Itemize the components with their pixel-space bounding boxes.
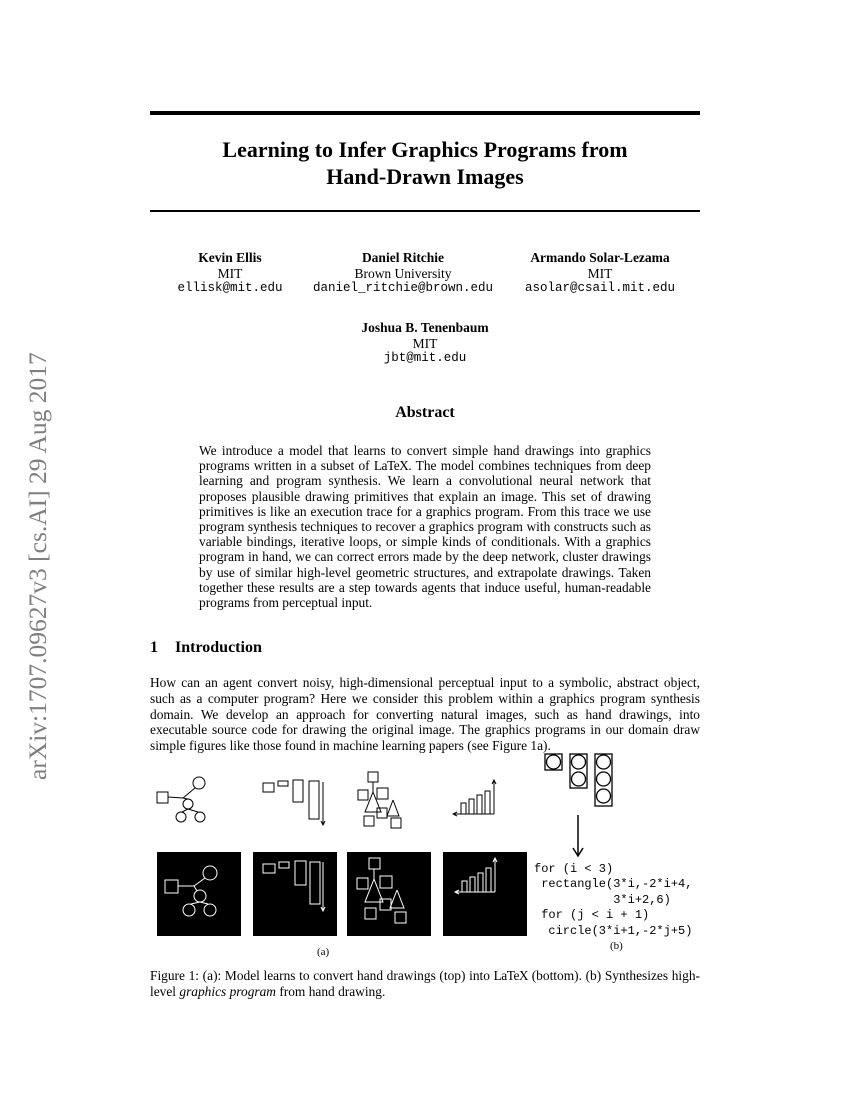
author-name: Daniel Ritchie	[361, 250, 445, 265]
caption-text-2: (bottom). (b) Synthesizes high-level	[150, 968, 700, 999]
author-name: Kevin Ellis	[198, 250, 262, 265]
rendered-output-bar-chart	[443, 852, 527, 936]
abstract-body	[199, 443, 651, 610]
author-email[interactable]: jbt@mit.edu	[383, 351, 467, 365]
author-affiliation: MIT	[587, 265, 613, 281]
section-heading	[150, 639, 262, 657]
author-email[interactable]: asolar@csail.mit.edu	[524, 281, 676, 295]
down-arrow-icon	[570, 815, 586, 859]
rendered-bar-chart-icon	[443, 852, 527, 936]
title-bottom-rule	[150, 210, 700, 212]
caption-text-1: Figure 1: (a): Model learns to convert hand drawings (top) into	[150, 968, 494, 983]
hand-drawing-tree	[155, 772, 215, 824]
caption-italic: graphics program	[179, 984, 276, 999]
abstract-text-2: . The model combines techniques from deep learning and program synthesis. We learn a convolutional neural network that proposes plausible drawing primitives that explain an image. This set of drawing primitives is like an execution trace for a graphics program. From this trace we use program synthesis techniques to recover a graphics program with constructs such as variable bindings, iterative loops, or simple kinds of conditionals. With a graphics program in hand, we can correct errors made by the deep network, cluster drawings by use of similar high-level geometric structures, and extrapolate drawings. Taken together these results are a step towards agents that induce useful, human-readable programs from perceptual input.	[199, 458, 651, 611]
synthesized-program-code: for (i < 3) rectangle(3*i,-2*i+4, 3*i+2,6) for (j < i + 1) circle(3*i+1,-2*j+5)	[534, 862, 693, 938]
latex-logo: LaTeX	[373, 458, 409, 474]
author-name: Joshua B. Tenenbaum	[361, 320, 489, 335]
hand-drawing-circles-in-rectangles	[543, 752, 615, 812]
rendered-output-flowchart	[347, 852, 431, 936]
rendered-output-tree	[157, 852, 241, 936]
hand-drawing-flowchart	[355, 770, 415, 835]
rendered-flowchart-icon	[347, 852, 431, 936]
paper-title	[150, 136, 700, 190]
figure-caption	[150, 968, 700, 1000]
caption-text-3: from hand drawing.	[275, 984, 386, 999]
abstract-heading: Abstract	[395, 404, 455, 421]
author-email[interactable]: daniel_ritchie@brown.edu	[312, 281, 494, 295]
abstract-text-1: We introduce a model that learns to convert simple hand drawings into graphics programs written in a subset of	[199, 443, 651, 474]
rendered-output-rectangles	[253, 852, 337, 936]
section-number: 1	[150, 639, 158, 656]
figure-sublabel-a: (a)	[317, 946, 330, 958]
author-name: Armando Solar-Lezama	[530, 250, 670, 265]
author-affiliation: MIT	[412, 335, 438, 351]
author-block	[325, 320, 525, 367]
arxiv-stamp: arXiv:1707.09627v3 [cs.AI] 29 Aug 2017	[23, 352, 52, 780]
title-line-2: Hand-Drawn Images	[326, 164, 524, 189]
figure-sublabel-b: (b)	[610, 940, 623, 952]
intro-paragraph: How can an agent convert noisy, high-dimensional perceptual input to a symbolic, abstract object, such as a computer program? Here we consider this problem within a graphics program synthesis domain. We develop an approach for converting natural images, such as hand drawings, into executable source code for drawing the original image. The graphics programs in our domain draw simple figures like those found in machine learning papers (see Figure 1a).	[150, 675, 700, 754]
author-block	[300, 250, 506, 297]
section-title: Introduction	[175, 639, 262, 656]
hand-drawing-bar-chart	[452, 777, 512, 819]
rendered-tree-icon	[157, 852, 241, 936]
hand-drawing-rectangles	[262, 778, 332, 833]
author-block	[512, 250, 688, 297]
latex-logo: LaTeX	[493, 968, 529, 983]
author-affiliation: Brown University	[354, 265, 452, 281]
rendered-rectangles-icon	[253, 852, 337, 936]
author-affiliation: MIT	[217, 265, 243, 281]
author-email[interactable]: ellisk@mit.edu	[177, 281, 283, 295]
top-rule	[150, 111, 700, 115]
author-block	[160, 250, 300, 297]
title-line-1: Learning to Infer Graphics Programs from	[222, 137, 628, 162]
